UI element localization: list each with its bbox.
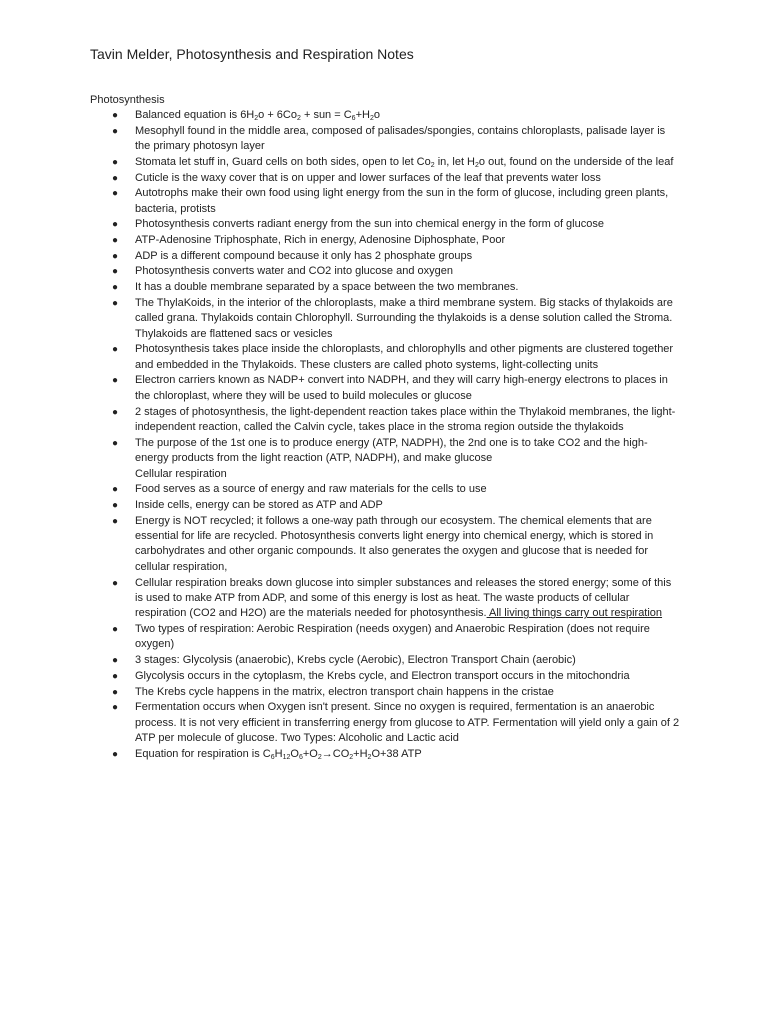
subscript: 2 (367, 753, 372, 761)
text-run: Cuticle is the waxy cover that is on upper and lower surfaces of the leaf that prevents water loss (135, 171, 601, 184)
list-item (90, 576, 680, 622)
notes-list (90, 108, 680, 762)
list-item-text (135, 125, 665, 152)
list-item (90, 233, 680, 248)
bullet-icon: ● (112, 702, 119, 714)
list-item-text (135, 623, 650, 650)
list-item (90, 264, 680, 279)
bullet-icon: ● (112, 515, 119, 527)
list-item-text (135, 654, 576, 666)
bullet-icon: ● (112, 156, 119, 168)
text-run: Inside cells, energy can be stored as ATP and ADP (135, 498, 383, 511)
list-item-text (135, 234, 505, 246)
text-run: Two types of respiration: Aerobic Respiration (needs oxygen) and Anaerobic Respiration (does not require oxygen) (135, 623, 650, 651)
text-run: Autotrophs make their own food using light energy from the sun in the form of glucose, including green plants, bacteria, protists (135, 187, 669, 215)
text-run: Mesophyll found in the middle area, composed of palisades/spongies, contains chloroplasts, palisade layer is the primary photosyn layer (135, 124, 666, 153)
bullet-icon: ● (112, 172, 119, 184)
list-item (90, 482, 680, 497)
subheading-cellular-respiration: Cellular respiration (135, 467, 227, 480)
list-item (90, 155, 680, 170)
text-run: 2 stages of photosynthesis, the light-dependent reaction takes place within the Thylakoid membranes, the light-independent reaction, called the Calvin cycle, takes place in the stroma region outside the thylakoids (135, 405, 676, 433)
list-item-text (135, 748, 422, 760)
bullet-icon: ● (112, 577, 119, 589)
list-item-text (135, 499, 383, 511)
text-run: The purpose of the 1st one is to produce energy (ATP, NADPH), the 2nd one is to take CO2 and the high-energy products from the light reaction (ATP, NADPH), and make glucose (135, 436, 648, 465)
text-run: in, let H (434, 155, 476, 168)
bullet-icon: ● (112, 748, 119, 760)
text-run: O (290, 747, 299, 760)
text-run: The Krebs cycle happens in the matrix, electron transport chain happens in the cristae (135, 685, 554, 698)
list-item-text (135, 250, 472, 262)
list-item-text (135, 670, 630, 682)
bullet-icon: ● (112, 219, 119, 231)
bullet-icon: ● (112, 297, 119, 309)
list-item-text (135, 109, 380, 121)
text-run: Cellular respiration breaks down glucose into simpler substances and releases the stored energy; some of this is used to make ATP from ADP, and some of this energy is lost as heat. The waste products of cellular respiration (CO2 and H2O) are the materials needed for photosynthesis. (135, 576, 672, 620)
bullet-icon: ● (112, 235, 119, 247)
list-item-text (135, 701, 679, 744)
text-run: ATP-Adenosine Triphosphate, Rich in energy, Adenosine Diphosphate, Poor (135, 234, 506, 247)
list-item (90, 747, 680, 762)
bullet-icon: ● (112, 437, 119, 449)
bullet-icon: ● (112, 250, 119, 262)
subscript: 6 (298, 753, 303, 761)
text-run: ADP is a different compound because it only has 2 phosphate groups (135, 249, 473, 262)
bullet-icon: ● (112, 686, 119, 698)
list-item (90, 249, 680, 264)
text-run: o + 6Co (258, 109, 297, 121)
list-item (90, 700, 680, 746)
subscript: 2 (349, 753, 354, 761)
underlined-text: All living things carry out respiration (486, 607, 663, 620)
list-item-text (135, 406, 675, 433)
document-title: Tavin Melder, Photosynthesis and Respiration Notes (90, 46, 414, 62)
subscript: 2 (475, 161, 479, 169)
text-run: Photosynthesis takes place inside the chloroplasts, and chlorophylls and other pigments are clustered together and embedded in the Thylakoids. These clusters are called photo systems, light-collecting units (135, 343, 674, 371)
list-item-text (135, 343, 673, 370)
text-run: Equation for respiration is C (135, 747, 271, 760)
text-run: + sun = C (300, 109, 352, 121)
list-item-text (135, 437, 648, 464)
list-item-text (135, 218, 604, 230)
text-run: Photosynthesis converts radiant energy from the sun into chemical energy in the form of glucose (135, 218, 604, 231)
text-run: Energy is NOT recycled; it follows a one-way path through our ecosystem. The chemical elements that are essential for life are recycled. Photosynthesis converts light energy into chemical energy, which is stored in carbohydrates and other organic compounds. It also generates the oxygen and glucose that is needed for cellular respiration, (135, 514, 654, 573)
bullet-icon: ● (112, 406, 119, 418)
list-item-text (135, 483, 487, 495)
text-run: H (274, 747, 283, 760)
list-item (90, 405, 680, 436)
list-item-text (135, 265, 453, 277)
list-item (90, 622, 680, 653)
list-item-text (135, 297, 673, 340)
text-run: Food serves as a source of energy and raw materials for the cells to use (135, 483, 487, 496)
subscript: 6 (351, 115, 356, 122)
subscript: 2 (317, 753, 322, 761)
list-item-text (135, 686, 554, 698)
list-item (90, 124, 680, 155)
list-item-text (135, 374, 668, 401)
text-run: Electron carriers known as NADP+ convert into NADPH, and they will carry high-energy electrons to places in the chloroplast, where they will be used to build molecules or glucose (135, 374, 668, 402)
text-run: The ThylaKoids, in the interior of the chloroplasts, make a third membrane system. Big stacks of thylakoids are called grana. Thylakoids contain Chlorophyll. Surrounding the thylakoids is a dense solution called the Stroma. Thylakoids are flattened sacs or vesicles (135, 296, 673, 340)
bullet-icon: ● (112, 499, 119, 511)
bullet-icon: ● (112, 125, 119, 137)
bullet-icon: ● (112, 344, 119, 356)
text-run: Glycolysis occurs in the cytoplasm, the Krebs cycle, and Electron transport occurs in the mitochondria (135, 669, 630, 682)
text-run: +H (353, 747, 368, 760)
text-run: o out, found on the underside of the leaf (478, 155, 674, 168)
bullet-icon: ● (112, 670, 119, 682)
list-item-text (135, 281, 518, 293)
section-heading-photosynthesis: Photosynthesis (90, 94, 165, 106)
bullet-icon: ● (112, 484, 119, 496)
list-item (90, 653, 680, 668)
bullet-icon: ● (112, 655, 119, 667)
list-item (90, 171, 680, 186)
list-item-text (135, 156, 673, 168)
list-item (90, 669, 680, 684)
bullet-icon: ● (112, 624, 119, 636)
subscript: 2 (297, 115, 301, 122)
list-item (90, 342, 680, 373)
text-run: +O (302, 747, 318, 760)
list-item (90, 498, 680, 513)
bullet-icon: ● (112, 375, 119, 387)
list-item (90, 373, 680, 404)
bullet-icon: ● (112, 110, 119, 121)
list-item-text (135, 577, 671, 620)
list-item (90, 280, 680, 295)
text-run: o (373, 109, 380, 121)
text-run: O+38 ATP (371, 747, 422, 760)
subscript: 6 (270, 753, 275, 761)
bullet-icon: ● (112, 266, 119, 278)
text-run: It has a double membrane separated by a space between the two membranes. (135, 281, 519, 294)
subscript: 2 (369, 115, 374, 122)
list-item (90, 108, 680, 123)
list-item (90, 514, 680, 576)
text-run: Photosynthesis converts water and CO2 into glucose and oxygen (135, 265, 453, 278)
list-item (90, 436, 680, 482)
text-run: Balanced equation is 6H (135, 109, 255, 121)
text-run: 3 stages: Glycolysis (anaerobic), Krebs cycle (Aerobic), Electron Transport Chain (aerobic) (135, 654, 576, 667)
text-run: Stomata let stuff in, Guard cells on both sides, open to let Co (135, 155, 431, 168)
list-item (90, 296, 680, 342)
list-item (90, 186, 680, 217)
bullet-icon: ● (112, 188, 119, 200)
bullet-icon: ● (112, 282, 119, 294)
text-run: Fermentation occurs when Oxygen isn't present. Since no oxygen is required, fermentation is an anaerobic process. It is not very efficient in transferring energy from glucose to ATP. Fermentation will yield only a gain of 2 ATP per molecule of glucose. Two Types: Alcoholic and Lactic acid (135, 701, 680, 745)
list-item (90, 685, 680, 700)
subscript: 2 (430, 161, 435, 169)
subscript: 2 (254, 115, 259, 122)
text-run: +H (355, 109, 370, 121)
subscript: 12 (282, 753, 291, 761)
list-item-text (135, 187, 668, 214)
text-run: →CO (321, 747, 350, 760)
list-item (90, 217, 680, 232)
list-item-text (135, 515, 653, 573)
list-item-text (135, 172, 601, 184)
